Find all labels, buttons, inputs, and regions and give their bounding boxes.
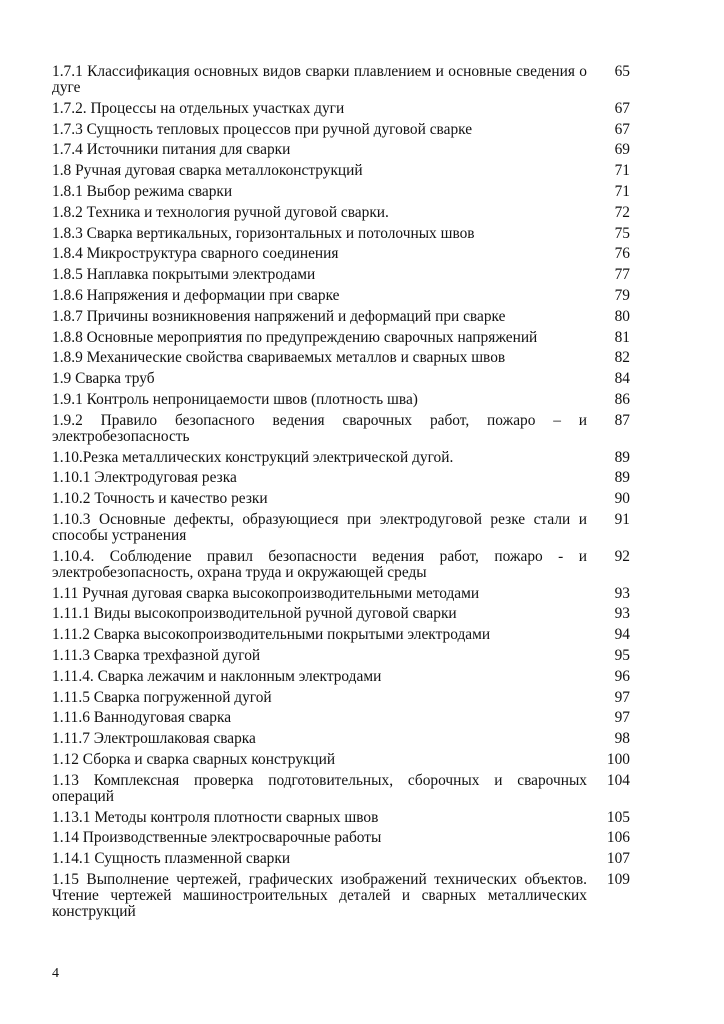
toc-entry <box>52 549 632 581</box>
toc-entry-title: 1.11.2 Сварка высокопроизводительными покрытыми электродами <box>52 627 491 644</box>
toc-entry-page: 71 <box>614 182 630 200</box>
toc-entry <box>52 627 632 643</box>
toc-entry-page: 80 <box>614 307 630 325</box>
toc-entry-title: 1.12 Сборка и сварка сварных конструкций <box>52 751 336 768</box>
toc-entry <box>52 101 632 117</box>
toc-entry-page: 98 <box>614 730 630 748</box>
toc-entry <box>52 710 632 726</box>
toc-entry-title: 1.10.2 Точность и качество резки <box>52 491 268 508</box>
toc-entry <box>52 470 632 486</box>
toc-entry-title: 1.8.8 Основные мероприятия по предупреждению сварочных напряжений <box>52 329 538 346</box>
toc-entry <box>52 851 632 867</box>
toc-entry-page: 91 <box>614 510 630 528</box>
toc-entry <box>52 205 632 221</box>
toc-entry-title: 1.10.3 Основные дефекты, образующиеся при электродуговой резке стали и способы устранения <box>52 511 587 545</box>
toc-entry <box>52 142 632 158</box>
toc-entry-title: 1.7.4 Источники питания для сварки <box>52 142 291 159</box>
toc-entry-title: 1.10.Резка металлических конструкций электрической дугой. <box>52 449 454 466</box>
toc-entry <box>52 371 632 387</box>
toc-entry-page: 92 <box>614 547 630 565</box>
toc-entry <box>52 752 632 768</box>
toc-entry-title: 1.8.1 Выбор режима сварки <box>52 183 233 200</box>
toc-entry <box>52 267 632 283</box>
toc-entry <box>52 872 632 921</box>
toc-entry-page: 77 <box>614 266 630 284</box>
toc-entry <box>52 648 632 664</box>
toc-entry-page: 82 <box>614 349 630 367</box>
toc-entry <box>52 690 632 706</box>
toc-entry-title: 1.8.7 Причины возникновения напряжений и деформаций при сварке <box>52 308 506 325</box>
toc-entry-title: 1.8.9 Механические свойства свариваемых металлов и сварных швов <box>52 350 506 367</box>
toc-entry-page: 93 <box>614 584 630 602</box>
toc-entry-page: 67 <box>614 99 630 117</box>
toc-entry-title: 1.11.4. Сварка лежачим и наклонным электродами <box>52 668 382 685</box>
toc-entry-title: 1.11.1 Виды высокопроизводительной ручной дуговой сварки <box>52 606 457 623</box>
toc-entry <box>52 512 632 544</box>
toc-entry <box>52 288 632 304</box>
toc-entry-page: 67 <box>614 120 630 138</box>
toc-entry <box>52 122 632 138</box>
toc-entry-page: 97 <box>614 688 630 706</box>
toc-entry <box>52 226 632 242</box>
toc-entry-page: 87 <box>614 411 630 429</box>
toc-entry <box>52 392 632 408</box>
toc-entry-page: 89 <box>614 469 630 487</box>
toc-entry-title: 1.8.2 Техника и технология ручной дуговой сварки. <box>52 204 389 221</box>
toc-entry-title: 1.7.1 Классификация основных видов сварки плавлением и основные сведения о дуге <box>52 64 587 97</box>
toc-entry <box>52 330 632 346</box>
toc-entry <box>52 163 632 179</box>
toc-entry-page: 97 <box>614 709 630 727</box>
toc-entry-page: 95 <box>614 646 630 664</box>
toc-entry-title: 1.10.4. Соблюдение правил безопасности ведения работ, пожаро - и электробезопасность, охрана труда и окружающей среды <box>52 548 587 581</box>
toc-entry <box>52 586 632 602</box>
toc-entry <box>52 246 632 262</box>
toc-entry-page: 100 <box>606 750 630 768</box>
toc-entry-page: 84 <box>614 370 630 388</box>
toc-entry-title: 1.11.7 Электрошлаковая сварка <box>52 731 256 748</box>
toc-entry-page: 109 <box>606 870 630 888</box>
toc-entry <box>52 184 632 200</box>
toc-entry-title: 1.9.2 Правило безопасного ведения сварочных работ, пожаро – и электробезопасность <box>52 412 587 445</box>
toc-entry <box>52 773 632 805</box>
toc-entry-page: 107 <box>606 850 630 868</box>
toc-entry-title: 1.11.3 Сварка трехфазной дугой <box>52 647 261 664</box>
toc-entry-title: 1.13 Комплексная проверка подготовительных, сборочных и сварочных операций <box>52 772 587 805</box>
toc-entry <box>52 64 632 96</box>
toc-entry-title: 1.15 Выполнение чертежей, графических изображений технических объектов. Чтение чертежей машиностроительных деталей и сварных металлических конструкций <box>52 871 587 921</box>
toc-entry-page: 72 <box>614 203 630 221</box>
toc-entry-title: 1.14 Производственные электросварочные работы <box>52 830 382 847</box>
toc-entry <box>52 413 632 445</box>
toc-entry-title: 1.9.1 Контроль непроницаемости швов (плотность шва) <box>52 391 418 408</box>
toc-entry <box>52 731 632 747</box>
toc-entry-page: 94 <box>614 626 630 644</box>
toc-entry-title: 1.11 Ручная дуговая сварка высокопроизводительными методами <box>52 585 480 602</box>
toc-entry-page: 106 <box>606 829 630 847</box>
toc-entry <box>52 309 632 325</box>
toc-entry <box>52 810 632 826</box>
toc-entry-title: 1.11.5 Сварка погруженной дугой <box>52 689 272 706</box>
toc-entry-title: 1.14.1 Сущность плазменной сварки <box>52 851 291 868</box>
toc-entry-page: 71 <box>614 162 630 180</box>
toc-entry-page: 89 <box>614 448 630 466</box>
toc-entry-title: 1.11.6 Ваннодуговая сварка <box>52 710 232 727</box>
toc-entry <box>52 669 632 685</box>
toc-entry-title: 1.10.1 Электродуговая резка <box>52 470 237 487</box>
toc-entry-page: 90 <box>614 490 630 508</box>
toc-entry <box>52 830 632 846</box>
toc-entry-title: 1.7.3 Сущность тепловых процессов при ручной дуговой сварке <box>52 121 473 138</box>
toc-entry-page: 93 <box>614 605 630 623</box>
toc-entry-title: 1.9 Сварка труб <box>52 371 155 388</box>
toc-entry <box>52 450 632 466</box>
toc-entry-page: 104 <box>606 771 630 789</box>
toc-entry <box>52 606 632 622</box>
toc-entry-title: 1.8.5 Наплавка покрытыми электродами <box>52 267 316 284</box>
toc-entry <box>52 491 632 507</box>
table-of-contents <box>52 64 632 925</box>
toc-entry-title: 1.7.2. Процессы на отдельных участках дуги <box>52 100 345 117</box>
toc-entry-title: 1.13.1 Методы контроля плотности сварных швов <box>52 809 379 826</box>
toc-entry-page: 65 <box>614 63 630 80</box>
toc-entry-title: 1.8.6 Напряжения и деформации при сварке <box>52 287 340 304</box>
toc-entry-page: 105 <box>606 808 630 826</box>
toc-entry-page: 76 <box>614 245 630 263</box>
toc-entry-page: 81 <box>614 328 630 346</box>
toc-entry-page: 86 <box>614 390 630 408</box>
toc-entry-title: 1.8.3 Сварка вертикальных, горизонтальных и потолочных швов <box>52 225 475 242</box>
toc-entry-page: 69 <box>614 141 630 159</box>
page-number: 4 <box>52 966 59 981</box>
toc-entry-page: 75 <box>614 224 630 242</box>
toc-entry-title: 1.8.4 Микроструктура сварного соединения <box>52 246 339 263</box>
toc-entry-title: 1.8 Ручная дуговая сварка металлоконструкций <box>52 163 363 180</box>
toc-entry-page: 79 <box>614 286 630 304</box>
toc-entry-page: 96 <box>614 667 630 685</box>
toc-entry <box>52 350 632 366</box>
